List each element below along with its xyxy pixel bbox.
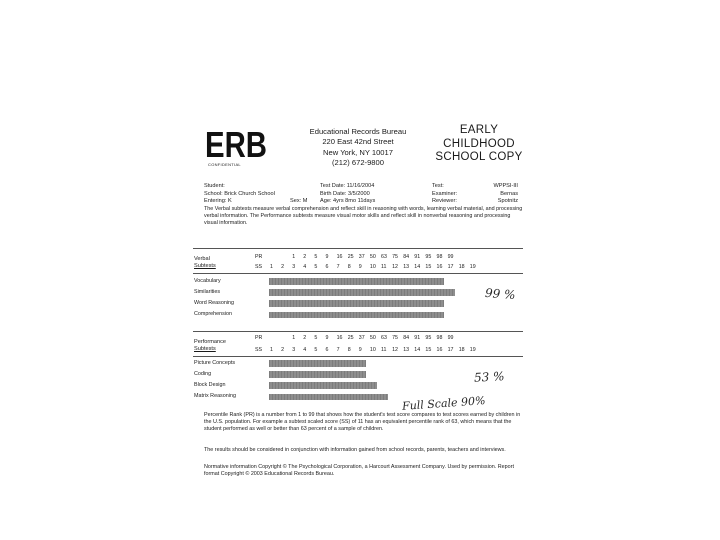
verbal-pr-scale [0,254,720,262]
pr-tick-label: 50 [369,335,376,341]
pr-tick-label: 75 [392,335,398,341]
pr-tick-label: 75 [392,254,398,260]
ss-tick-label: 5 [314,264,318,270]
pr-tick-label: 5 [314,335,318,341]
subtest-label: Coding [194,370,212,377]
org-street: 220 East 42nd Street [322,137,394,147]
pr-scale-label: PR [255,254,263,260]
pr-tick-label: 98 [436,335,443,341]
pr-tick-label: 1 [292,254,296,260]
performance-scale-rule [193,356,523,357]
performance-pr-scale [0,335,720,343]
pr-tick-label: 95 [425,254,432,260]
erb-logo-text: ERB [205,127,267,161]
verbal-subtitle: Subtests [194,263,216,269]
copy-title-line: SCHOOL COPY [435,151,523,163]
score-bar [269,360,366,367]
ss-tick-label: 9 [358,264,362,270]
pr-tick-label: 37 [358,335,365,341]
org-name: Educational Records Bureau [309,127,407,136]
pr-tick-label: 16 [336,335,343,341]
ss-tick-label: 6 [325,264,329,270]
ss-tick-label: 12 [392,347,398,353]
ss-tick-label: 1 [270,264,273,270]
copy-title-line: CHILDHOOD [443,137,515,150]
verbal-handwritten-note: 99 % [484,285,516,303]
pr-tick-label: 1 [292,335,296,341]
verbal-divider [193,248,523,249]
ss-tick-label: 7 [336,347,340,353]
age-field: Age: 4yrs 8mo 11days [320,198,376,205]
student-field: Student: [204,183,225,189]
subtest-label: Vocabulary [194,277,221,284]
test-value: WPPSI-III [493,183,518,189]
performance-divider [193,331,523,332]
verbal-scale-rule [193,273,523,274]
pr-tick-label: 25 [347,335,354,341]
performance-subtitle: Subtests [194,346,216,352]
pr-tick-label: 2 [303,254,307,260]
pr-tick-label: 16 [336,254,343,260]
birth-date-field: Birth Date: 3/5/2000 [320,190,370,197]
ss-tick-label: 9 [358,347,362,353]
ss-scale-label: SS [255,264,263,270]
student-info-middle [320,183,375,206]
subtest-label: Picture Concepts [194,359,236,366]
ss-tick-label: 17 [447,264,454,270]
ss-tick-label: 10 [369,347,376,353]
pr-tick-label: 9 [325,335,329,341]
ss-tick-label: 18 [458,264,465,270]
pr-tick-label: 9 [325,254,329,260]
pr-tick-label: 5 [314,254,318,260]
ss-scale-label: SS [255,347,263,353]
pr-tick-label: 50 [369,254,376,260]
organization-address [298,127,418,169]
confidential-label: CONFIDENTIAL [208,162,241,167]
pr-scale-label: PR [255,335,263,341]
reviewer-value: Spotnitz [497,198,518,205]
pr-tick-label: 99 [447,254,454,260]
subtest-label: Comprehension [194,311,233,318]
ss-tick-label: 19 [469,264,476,270]
ss-tick-label: 13 [403,347,410,353]
ss-tick-label: 10 [369,264,376,270]
ss-tick-label: 14 [414,264,421,270]
ss-tick-label: 15 [425,347,432,353]
ss-tick-label: 7 [336,264,340,270]
pr-tick-label: 84 [403,254,410,260]
pr-tick-label: 84 [403,335,410,341]
copy-title [423,124,535,165]
test-label: Test: [432,183,444,189]
ss-tick-label: 17 [447,347,454,353]
ss-tick-label: 14 [414,347,421,353]
entering-field: Entering: K [204,198,232,205]
examiner-value: Bernas [500,190,518,197]
pr-tick-label: 2 [303,335,307,341]
ss-tick-label: 3 [292,264,296,270]
ss-tick-label: 15 [425,264,432,270]
ss-tick-label: 3 [292,347,296,353]
subtest-label: Word Reasoning [194,299,235,306]
verbal-title: Verbal [194,256,210,262]
pr-tick-label: 95 [425,335,432,341]
ss-tick-label: 19 [469,347,476,353]
ss-tick-label: 4 [303,264,307,270]
subtest-description: The Verbal subtests measure verbal comprehension and reflect skill in reasoning with words, learning verbal material, and processing verbal information. The Performance subtests measure visual motor skills and reflect skill in nonverbal reasoning and processing visual information. [204,206,523,227]
subtest-label: Matrix Reasoning [194,393,236,400]
ss-tick-label: 8 [347,347,351,353]
ss-tick-label: 16 [436,264,443,270]
pr-tick-label: 98 [436,254,443,260]
pr-tick-label: 37 [358,254,365,260]
ss-tick-label: 16 [436,347,443,353]
verbal-ss-scale [0,264,720,272]
ss-tick-label: 6 [325,347,329,353]
erb-logo [205,127,269,161]
student-info-right-values [480,183,518,206]
ss-tick-label: 11 [381,264,387,270]
pr-tick-label: 63 [381,335,387,341]
ss-tick-label: 12 [392,264,398,270]
ss-tick-label: 11 [381,347,387,353]
student-info-right-labels [432,183,457,206]
ss-tick-label: 8 [347,264,351,270]
performance-ss-scale [0,347,720,355]
ss-tick-label: 1 [270,347,273,353]
copy-title-line: EARLY [459,124,499,136]
ss-tick-label: 5 [314,347,318,353]
score-bar [269,394,388,401]
score-bar [269,371,366,378]
pr-tick-label: 91 [414,335,421,341]
score-bar [269,289,455,296]
test-date-field: Test Date: 11/16/2004 [320,183,375,189]
ss-tick-label: 18 [458,347,465,353]
copyright-notice: Normative information Copyright © The Psychological Corporation, a Harcourt Assessment Company. Used by permission. Report format Copyright © 2003 Educational Records Bureau. [204,464,514,478]
ss-tick-label: 2 [281,264,285,270]
score-bar [269,300,444,307]
examiner-label: Examiner: [432,190,458,197]
student-info-left [204,183,275,206]
score-bar [269,278,444,285]
pr-tick-label: 25 [347,254,354,260]
org-phone: (212) 672-9800 [332,158,384,168]
percentile-explanation: Percentile Rank (PR) is a number from 1 to 99 that shows how the student's test score compares to test scores earned by children in the U.S. population. For example a subtest scaled score (SS) of 11 has an equivalent percentile rank of 63, which means that the student performed as well or better than 63 percent of a sample of children. [204,412,521,433]
pr-tick-label: 99 [447,335,454,341]
org-city: New York, NY 10017 [323,147,393,157]
performance-title: Performance [194,339,227,345]
ss-tick-label: 2 [281,347,285,353]
subtest-label: Block Design [194,381,226,388]
full-scale-handwritten-note: Full Scale 90% [401,394,486,413]
results-note: The results should be considered in conjunction with information gained from school records, parents, teachers and interviews. [204,447,506,453]
ss-tick-label: 13 [403,264,410,270]
score-bar [269,382,377,389]
school-field: School: Brick Church School [204,190,275,197]
performance-handwritten-note: 53 % [473,369,505,385]
reviewer-label: Reviewer: [432,198,457,205]
pr-tick-label: 63 [381,254,387,260]
subtest-label: Similarities [194,288,221,295]
pr-tick-label: 91 [414,254,421,260]
sex-field: Sex: M [290,198,308,204]
ss-tick-label: 4 [303,347,307,353]
score-bar [269,312,444,319]
